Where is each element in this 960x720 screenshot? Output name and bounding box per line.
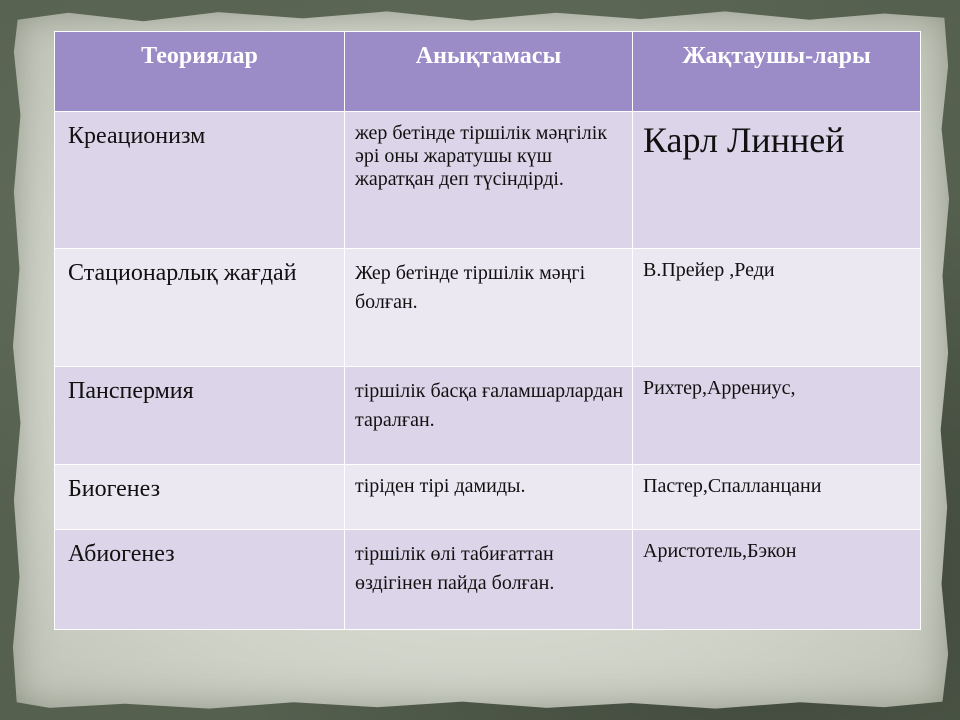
table-row xyxy=(55,367,921,465)
definition-cell: тіршілік өлі табиғаттан өздігінен пайда болған. xyxy=(345,530,633,630)
supporters-cell: Пастер,Спалланцани xyxy=(633,465,921,530)
definition-cell: тіріден тірі дамиды. xyxy=(345,465,633,530)
header-row xyxy=(55,32,921,112)
header-supporters: Жақтаушы-лары xyxy=(633,32,921,112)
header-theories: Теориялар xyxy=(55,32,345,112)
table-row xyxy=(55,112,921,249)
theory-cell: Креационизм xyxy=(55,112,345,249)
theory-cell: Биогенез xyxy=(55,465,345,530)
header-definition: Анықтамасы xyxy=(345,32,633,112)
theory-cell: Абиогенез xyxy=(55,530,345,630)
theory-cell: Стационарлық жағдай xyxy=(55,249,345,367)
supporters-cell: В.Прейер ,Реди xyxy=(633,249,921,367)
theory-cell: Панспермия xyxy=(55,367,345,465)
supporters-cell: Карл Линней xyxy=(633,112,921,249)
theories-table xyxy=(54,31,921,630)
supporters-cell: Аристотель,Бэкон xyxy=(633,530,921,630)
supporters-cell: Рихтер,Аррениус, xyxy=(633,367,921,465)
definition-cell: тіршілік басқа ғаламшарлардан таралған. xyxy=(345,367,633,465)
definition-cell: жер бетінде тіршілік мәңгілік әрі оны жаратушы күш жаратқан деп түсіндірді. xyxy=(345,112,633,249)
definition-cell: Жер бетінде тіршілік мәңгі болған. xyxy=(345,249,633,367)
table-row xyxy=(55,249,921,367)
table-row xyxy=(55,465,921,530)
table-row xyxy=(55,530,921,630)
